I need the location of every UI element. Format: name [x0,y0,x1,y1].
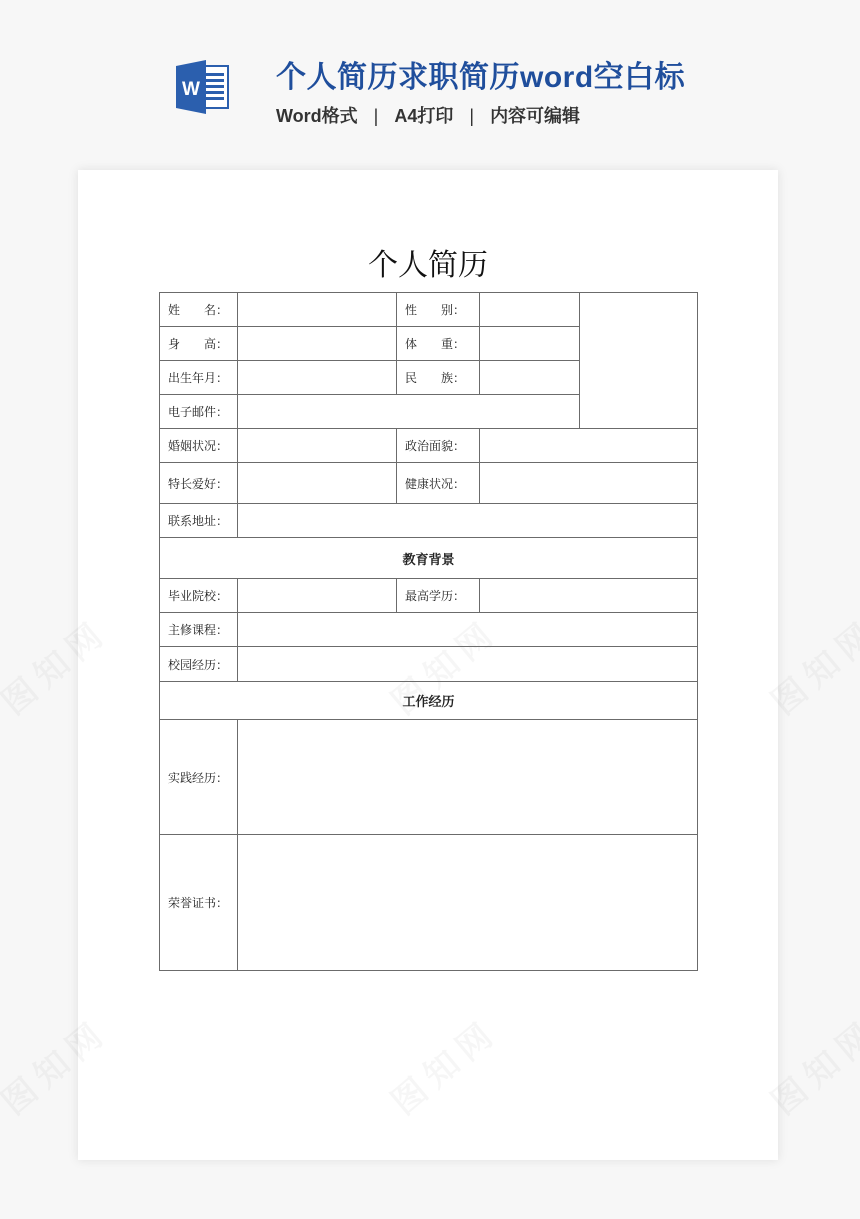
photo-box[interactable] [580,293,698,429]
separator: | [469,106,475,126]
address-label: 联系地址： [160,504,238,538]
weight-label: 体 重： [397,327,480,361]
education-section-heading: 教育背景 [160,538,698,579]
honors-label: 荣誉证书： [160,835,238,971]
feature-print: A4打印 [394,106,454,126]
feature-editable: 内容可编辑 [490,106,581,126]
page-title: 个人简历求职简历word空白标 [276,61,686,94]
gender-label: 性 别： [397,293,480,327]
name-label: 姓 名： [160,293,238,327]
school-field[interactable] [238,579,397,613]
email-label: 电子邮件： [160,395,238,429]
courses-label: 主修课程： [160,613,238,647]
height-field[interactable] [238,327,397,361]
health-label: 健康状况： [397,463,480,504]
degree-field[interactable] [480,579,698,613]
gender-field[interactable] [480,293,580,327]
hobby-field[interactable] [238,463,397,504]
honors-field[interactable] [238,835,698,971]
practice-label: 实践经历： [160,720,238,835]
ethnicity-field[interactable] [480,361,580,395]
birth-field[interactable] [238,361,397,395]
health-field[interactable] [480,463,698,504]
marital-label: 婚姻状况： [160,429,238,463]
feature-format: Word格式 [276,106,358,126]
document-title: 个人简历 [368,248,488,283]
name-field[interactable] [238,293,397,327]
svg-text:W: W [182,79,200,100]
word-document-icon [174,58,232,116]
weight-field[interactable] [480,327,580,361]
school-label: 毕业院校： [160,579,238,613]
separator: | [373,106,379,126]
marital-field[interactable] [238,429,397,463]
resume-form [159,292,698,971]
hobby-label: 特长爱好： [160,463,238,504]
campus-label: 校园经历： [160,647,238,682]
political-field[interactable] [480,429,698,463]
political-label: 政治面貌： [397,429,480,463]
email-field[interactable] [238,395,580,429]
practice-field[interactable] [238,720,698,835]
birth-label: 出生年月： [160,361,238,395]
courses-field[interactable] [238,613,698,647]
work-section-heading: 工作经历 [160,682,698,720]
degree-label: 最高学历： [397,579,480,613]
feature-list [276,102,580,128]
page-header [0,0,860,150]
height-label: 身 高： [160,327,238,361]
ethnicity-label: 民 族： [397,361,480,395]
address-field[interactable] [238,504,698,538]
campus-field[interactable] [238,647,698,682]
